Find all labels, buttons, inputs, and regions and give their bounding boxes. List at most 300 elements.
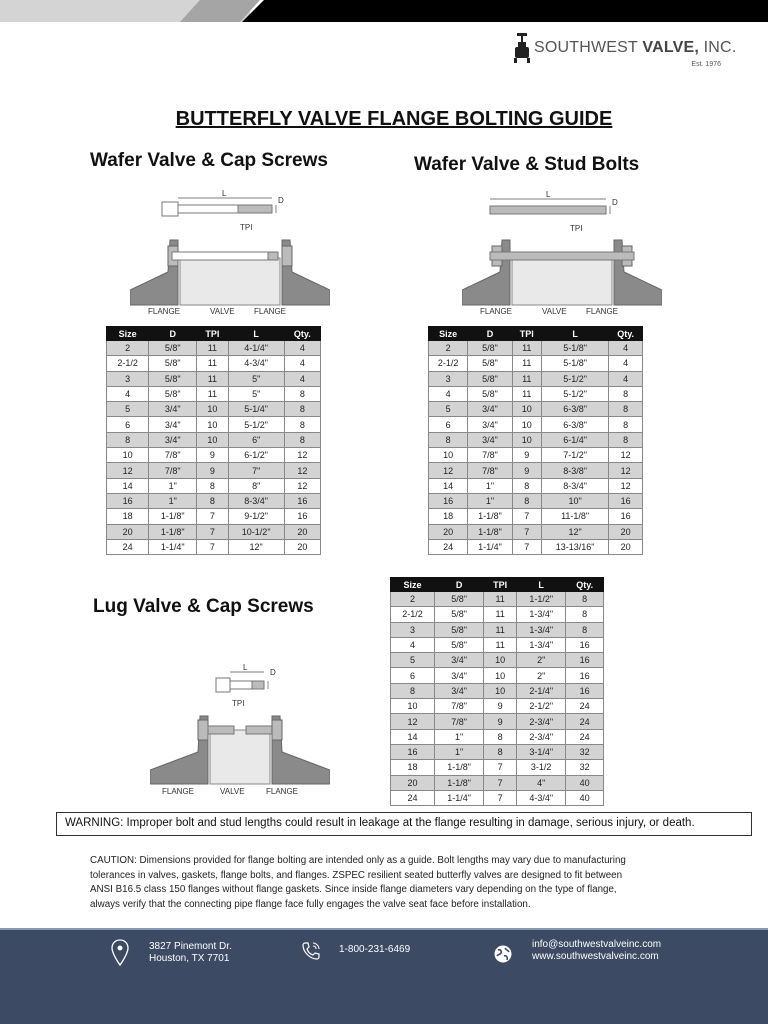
table-cell: 8 xyxy=(284,432,320,447)
table-cell: 6 xyxy=(107,417,149,432)
table-cell: 2" xyxy=(516,653,565,668)
table-cell: 7 xyxy=(512,524,541,539)
table-cell: 11 xyxy=(197,386,229,401)
lug-cap-screw-table xyxy=(390,577,604,806)
table-cell: 8 xyxy=(284,417,320,432)
table-row xyxy=(429,448,643,463)
table-cell: 4 xyxy=(284,371,320,386)
table-row xyxy=(429,509,643,524)
table-cell: 13-13/16" xyxy=(541,539,608,554)
table-row xyxy=(107,539,321,554)
table-cell: 4 xyxy=(284,341,320,356)
table-cell: 11 xyxy=(512,356,541,371)
table-cell: 3/4" xyxy=(149,417,197,432)
table-cell: 3-1/2 xyxy=(516,760,565,775)
table-cell: 16 xyxy=(391,744,435,759)
phone-number[interactable]: 1-800-231-6469 xyxy=(339,944,411,955)
table-cell: 12" xyxy=(541,524,608,539)
table-header-row xyxy=(391,578,604,592)
table-cell: 8 xyxy=(566,622,604,637)
phone-icon xyxy=(300,940,322,962)
table-cell: 5 xyxy=(391,653,435,668)
table-cell: 5/8" xyxy=(468,371,512,386)
table-cell: 8" xyxy=(228,478,284,493)
table-cell: 3 xyxy=(107,371,149,386)
table-cell: 6-3/8" xyxy=(541,417,608,432)
table-cell: 8 xyxy=(609,386,643,401)
table-cell: 3 xyxy=(391,622,435,637)
table-cell: 10 xyxy=(107,448,149,463)
table-row xyxy=(107,386,321,401)
flange-right-label: FLANGE xyxy=(254,307,287,316)
table-cell: 5 xyxy=(429,402,468,417)
table-cell: 8 xyxy=(391,683,435,698)
table-cell: 6-1/4" xyxy=(541,432,608,447)
table-cell: 3/4" xyxy=(149,402,197,417)
table-row xyxy=(391,714,604,729)
table-row xyxy=(107,493,321,508)
warning-box: WARNING: Improper bolt and stud lengths could result in leakage at the flange resulting in damage, serious injury, or death. xyxy=(56,812,752,836)
table-cell: 5/8" xyxy=(149,386,197,401)
table-cell: 7 xyxy=(197,509,229,524)
table-cell: 16 xyxy=(107,493,149,508)
website-link[interactable]: www.southwestvalveinc.com xyxy=(532,951,659,962)
section-title-wafer-stud: Wafer Valve & Stud Bolts xyxy=(414,154,640,175)
table-cell: 2-1/2 xyxy=(107,356,149,371)
table-cell: 11 xyxy=(484,622,517,637)
table-cell: 3 xyxy=(429,371,468,386)
table-cell: 5-1/8" xyxy=(541,341,608,356)
table-cell: 1" xyxy=(149,493,197,508)
table-cell: 11 xyxy=(512,371,541,386)
flange-left-label: FLANGE xyxy=(480,307,513,316)
column-header: Size xyxy=(107,327,149,341)
table-cell: 20 xyxy=(429,524,468,539)
table-row xyxy=(391,607,604,622)
table-row xyxy=(429,417,643,432)
dim-tpi-label: TPI xyxy=(240,223,253,232)
flange-left-label: FLANGE xyxy=(162,787,195,796)
column-header: Qty. xyxy=(566,578,604,592)
column-header: Qty. xyxy=(609,327,643,341)
table-cell: 12 xyxy=(107,463,149,478)
table-cell: 8 xyxy=(429,432,468,447)
table-cell: 16 xyxy=(609,493,643,508)
caution-line: tolerances in valves, gaskets, flange bolts, and flanges. ZSPEC resilient seated butterfly valves are designed to fit between xyxy=(90,869,623,881)
table-cell: 1" xyxy=(468,478,512,493)
table-cell: 11 xyxy=(484,607,517,622)
table-cell: 5/8" xyxy=(434,622,483,637)
table-cell: 7/8" xyxy=(468,448,512,463)
column-header: TPI xyxy=(484,578,517,592)
lug-cap-screw-diagram xyxy=(150,660,330,800)
table-cell: 20 xyxy=(609,539,643,554)
table-row xyxy=(107,417,321,432)
table-cell: 20 xyxy=(391,775,435,790)
flange-right-label: FLANGE xyxy=(586,307,619,316)
table-cell: 9 xyxy=(512,448,541,463)
table-cell: 4" xyxy=(516,775,565,790)
column-header: TPI xyxy=(197,327,229,341)
table-row xyxy=(429,493,643,508)
table-row xyxy=(391,760,604,775)
table-cell: 5/8" xyxy=(468,341,512,356)
top-banner xyxy=(0,0,768,22)
company-name: SOUTHWEST VALVE, INC. xyxy=(534,39,737,56)
table-row xyxy=(391,592,604,607)
table-cell: 7 xyxy=(484,760,517,775)
table-row xyxy=(107,341,321,356)
table-row xyxy=(429,524,643,539)
table-cell: 10 xyxy=(197,402,229,417)
location-pin-icon xyxy=(110,938,130,968)
table-cell: 7 xyxy=(484,775,517,790)
table-cell: 11 xyxy=(512,341,541,356)
table-cell: 11 xyxy=(484,637,517,652)
table-cell: 5-1/2" xyxy=(541,371,608,386)
table-cell: 3/4" xyxy=(434,653,483,668)
table-cell: 8 xyxy=(609,432,643,447)
table-row xyxy=(107,509,321,524)
table-cell: 8 xyxy=(512,493,541,508)
table-cell: 2 xyxy=(107,341,149,356)
table-cell: 3/4" xyxy=(468,432,512,447)
table-cell: 5/8" xyxy=(468,356,512,371)
table-cell: 32 xyxy=(566,744,604,759)
table-row xyxy=(391,790,604,805)
table-cell: 10 xyxy=(391,699,435,714)
table-cell: 12 xyxy=(609,448,643,463)
table-row xyxy=(429,478,643,493)
table-cell: 8 xyxy=(609,417,643,432)
table-cell: 12 xyxy=(609,478,643,493)
table-cell: 4 xyxy=(609,371,643,386)
table-cell: 14 xyxy=(391,729,435,744)
wafer-cap-screw-table xyxy=(106,326,321,555)
table-header-row xyxy=(107,327,321,341)
table-cell: 1" xyxy=(149,478,197,493)
table-cell: 11 xyxy=(197,371,229,386)
table-cell: 1-3/4" xyxy=(516,637,565,652)
company-logo xyxy=(514,33,737,73)
table-row xyxy=(391,744,604,759)
table-cell: 16 xyxy=(284,493,320,508)
table-cell: 7 xyxy=(512,509,541,524)
address-line1: 3827 Pinemont Dr. xyxy=(149,941,232,952)
address xyxy=(149,941,232,965)
table-cell: 24 xyxy=(107,539,149,554)
address-line2: Houston, TX 7701 xyxy=(149,953,230,964)
table-row xyxy=(107,402,321,417)
table-cell: 5 xyxy=(107,402,149,417)
table-row xyxy=(429,539,643,554)
table-row xyxy=(429,356,643,371)
table-cell: 18 xyxy=(429,509,468,524)
caution-line: always verify that the connecting pipe flange face fully engages the valve seat face before installation. xyxy=(90,898,531,910)
table-cell: 24 xyxy=(391,790,435,805)
table-cell: 3/4" xyxy=(468,402,512,417)
table-cell: 8 xyxy=(197,493,229,508)
table-cell: 10-1/2" xyxy=(228,524,284,539)
table-cell: 10 xyxy=(484,653,517,668)
table-cell: 20 xyxy=(284,524,320,539)
table-cell: 1" xyxy=(468,493,512,508)
column-header: D xyxy=(149,327,197,341)
table-cell: 24 xyxy=(429,539,468,554)
table-cell: 11 xyxy=(197,356,229,371)
table-cell: 8 xyxy=(484,729,517,744)
caution-line: ANSI B16.5 class 150 flanges without flange gaskets. Since inside flange diameters vary depending on the type of flange, xyxy=(90,884,617,895)
table-cell: 14 xyxy=(107,478,149,493)
table-cell: 9 xyxy=(484,699,517,714)
table-row xyxy=(107,448,321,463)
table-cell: 1-1/4" xyxy=(468,539,512,554)
table-cell: 16 xyxy=(566,683,604,698)
valve-label: VALVE xyxy=(210,307,235,316)
table-row xyxy=(107,463,321,478)
table-cell: 10" xyxy=(541,493,608,508)
table-cell: 6 xyxy=(429,417,468,432)
table-row xyxy=(391,699,604,714)
table-cell: 1-1/8" xyxy=(468,509,512,524)
table-cell: 2 xyxy=(429,341,468,356)
table-cell: 7 xyxy=(484,790,517,805)
table-cell: 6-1/2" xyxy=(228,448,284,463)
table-cell: 16 xyxy=(566,637,604,652)
table-cell: 40 xyxy=(566,775,604,790)
table-cell: 9 xyxy=(197,448,229,463)
table-cell: 12 xyxy=(284,463,320,478)
table-cell: 16 xyxy=(609,509,643,524)
globe-icon xyxy=(493,944,513,964)
table-cell: 8 xyxy=(284,386,320,401)
table-cell: 1-1/4" xyxy=(434,790,483,805)
table-cell: 10 xyxy=(512,402,541,417)
table-cell: 11 xyxy=(197,341,229,356)
table-row xyxy=(391,668,604,683)
column-header: D xyxy=(468,327,512,341)
dim-tpi-label: TPI xyxy=(232,699,245,708)
section-title-wafer-cap: Wafer Valve & Cap Screws xyxy=(90,150,328,171)
table-cell: 2-3/4" xyxy=(516,729,565,744)
table-cell: 40 xyxy=(566,790,604,805)
table-cell: 3/4" xyxy=(149,432,197,447)
table-cell: 6-3/8" xyxy=(541,402,608,417)
table-cell: 10 xyxy=(512,417,541,432)
table-cell: 18 xyxy=(107,509,149,524)
table-cell: 6" xyxy=(228,432,284,447)
table-cell: 2-3/4" xyxy=(516,714,565,729)
column-header: Size xyxy=(429,327,468,341)
table-cell: 2" xyxy=(516,668,565,683)
table-cell: 4-3/4" xyxy=(228,356,284,371)
table-row xyxy=(391,622,604,637)
table-cell: 24 xyxy=(566,729,604,744)
table-cell: 6 xyxy=(391,668,435,683)
table-cell: 10 xyxy=(429,448,468,463)
table-cell: 2-1/2 xyxy=(391,607,435,622)
table-cell: 10 xyxy=(512,432,541,447)
table-header-row xyxy=(429,327,643,341)
table-cell: 7/8" xyxy=(434,699,483,714)
table-cell: 5-1/2" xyxy=(541,386,608,401)
page-title: BUTTERFLY VALVE FLANGE BOLTING GUIDE xyxy=(175,108,613,130)
table-row xyxy=(429,463,643,478)
table-cell: 2-1/2 xyxy=(429,356,468,371)
table-cell: 4 xyxy=(107,386,149,401)
table-cell: 5-1/8" xyxy=(541,356,608,371)
table-cell: 5/8" xyxy=(149,341,197,356)
table-cell: 3/4" xyxy=(434,683,483,698)
table-cell: 1-1/8" xyxy=(434,760,483,775)
table-row xyxy=(107,524,321,539)
table-cell: 4-3/4" xyxy=(516,790,565,805)
dim-l-label: L xyxy=(243,663,248,672)
table-cell: 1-1/4" xyxy=(149,539,197,554)
table-cell: 9 xyxy=(197,463,229,478)
table-cell: 2 xyxy=(391,592,435,607)
table-cell: 7 xyxy=(197,539,229,554)
caution-line: CAUTION: Dimensions provided for flange bolting are intended only as a guide. Bolt lengths may vary due to manufacturing xyxy=(90,855,626,866)
table-cell: 8-3/4" xyxy=(228,493,284,508)
table-cell: 9 xyxy=(484,714,517,729)
table-cell: 8 xyxy=(107,432,149,447)
table-row xyxy=(391,637,604,652)
table-cell: 7-1/2" xyxy=(541,448,608,463)
table-row xyxy=(391,775,604,790)
table-cell: 8 xyxy=(284,402,320,417)
column-header: Size xyxy=(391,578,435,592)
table-cell: 16 xyxy=(429,493,468,508)
established-year: Est. 1976 xyxy=(691,61,721,68)
table-cell: 10 xyxy=(484,683,517,698)
table-cell: 4 xyxy=(284,356,320,371)
table-cell: 8 xyxy=(609,402,643,417)
valve-label: VALVE xyxy=(220,787,245,796)
table-row xyxy=(429,371,643,386)
column-header: L xyxy=(228,327,284,341)
banner-black-stripe xyxy=(242,0,768,22)
table-cell: 1-1/8" xyxy=(434,775,483,790)
table-row xyxy=(429,402,643,417)
column-header: TPI xyxy=(512,327,541,341)
table-cell: 8 xyxy=(484,744,517,759)
valve-label: VALVE xyxy=(542,307,567,316)
contact-web xyxy=(532,939,661,963)
dim-tpi-label: TPI xyxy=(570,224,583,233)
table-cell: 32 xyxy=(566,760,604,775)
table-cell: 2-1/4" xyxy=(516,683,565,698)
table-cell: 1" xyxy=(434,744,483,759)
table-cell: 8-3/4" xyxy=(541,478,608,493)
table-cell: 4 xyxy=(609,341,643,356)
table-cell: 16 xyxy=(284,509,320,524)
table-cell: 8 xyxy=(566,592,604,607)
table-cell: 10 xyxy=(197,432,229,447)
table-cell: 8 xyxy=(512,478,541,493)
table-cell: 1-3/4" xyxy=(516,607,565,622)
table-cell: 10 xyxy=(197,417,229,432)
table-cell: 16 xyxy=(566,653,604,668)
table-row xyxy=(429,386,643,401)
table-cell: 3-1/4" xyxy=(516,744,565,759)
table-cell: 7 xyxy=(197,524,229,539)
table-row xyxy=(391,729,604,744)
table-cell: 5/8" xyxy=(149,371,197,386)
table-cell: 8 xyxy=(566,607,604,622)
table-cell: 1-3/4" xyxy=(516,622,565,637)
table-cell: 12 xyxy=(284,448,320,463)
table-cell: 5/8" xyxy=(434,592,483,607)
table-cell: 12 xyxy=(429,463,468,478)
table-row xyxy=(391,653,604,668)
flange-right-label: FLANGE xyxy=(266,787,299,796)
caution-text xyxy=(90,854,690,912)
table-cell: 12 xyxy=(609,463,643,478)
table-cell: 12 xyxy=(391,714,435,729)
table-row xyxy=(107,371,321,386)
table-cell: 7/8" xyxy=(149,463,197,478)
table-cell: 5-1/4" xyxy=(228,402,284,417)
table-cell: 5/8" xyxy=(434,607,483,622)
table-cell: 10 xyxy=(484,668,517,683)
table-cell: 20 xyxy=(107,524,149,539)
table-cell: 16 xyxy=(566,668,604,683)
table-cell: 20 xyxy=(609,524,643,539)
table-cell: 1-1/8" xyxy=(468,524,512,539)
wafer-stud-bolt-diagram xyxy=(462,190,662,320)
table-cell: 9 xyxy=(512,463,541,478)
table-cell: 5" xyxy=(228,386,284,401)
table-cell: 4-1/4" xyxy=(228,341,284,356)
valve-logo-icon xyxy=(514,33,530,63)
table-cell: 4 xyxy=(391,637,435,652)
table-cell: 1-1/8" xyxy=(149,524,197,539)
table-cell: 11 xyxy=(484,592,517,607)
table-cell: 20 xyxy=(284,539,320,554)
dim-l-label: L xyxy=(546,190,551,199)
table-cell: 14 xyxy=(429,478,468,493)
wafer-cap-screw-diagram xyxy=(130,190,330,320)
table-cell: 11 xyxy=(512,386,541,401)
table-row xyxy=(107,432,321,447)
table-cell: 18 xyxy=(391,760,435,775)
table-cell: 4 xyxy=(609,356,643,371)
table-cell: 5/8" xyxy=(468,386,512,401)
table-cell: 8-3/8" xyxy=(541,463,608,478)
table-cell: 3/4" xyxy=(434,668,483,683)
table-row xyxy=(391,683,604,698)
table-cell: 7" xyxy=(228,463,284,478)
table-cell: 5/8" xyxy=(149,356,197,371)
table-cell: 7/8" xyxy=(434,714,483,729)
section-title-lug-cap: Lug Valve & Cap Screws xyxy=(93,596,314,617)
table-row xyxy=(429,432,643,447)
table-cell: 24 xyxy=(566,699,604,714)
table-cell: 12 xyxy=(284,478,320,493)
email-link[interactable]: info@southwestvalveinc.com xyxy=(532,939,662,950)
column-header: Qty. xyxy=(284,327,320,341)
table-cell: 5-1/2" xyxy=(228,417,284,432)
table-cell: 24 xyxy=(566,714,604,729)
table-row xyxy=(429,341,643,356)
footer xyxy=(0,928,768,1024)
table-cell: 8 xyxy=(197,478,229,493)
wafer-stud-bolt-table xyxy=(428,326,643,555)
table-cell: 1-1/8" xyxy=(149,509,197,524)
table-cell: 3/4" xyxy=(468,417,512,432)
table-cell: 1" xyxy=(434,729,483,744)
